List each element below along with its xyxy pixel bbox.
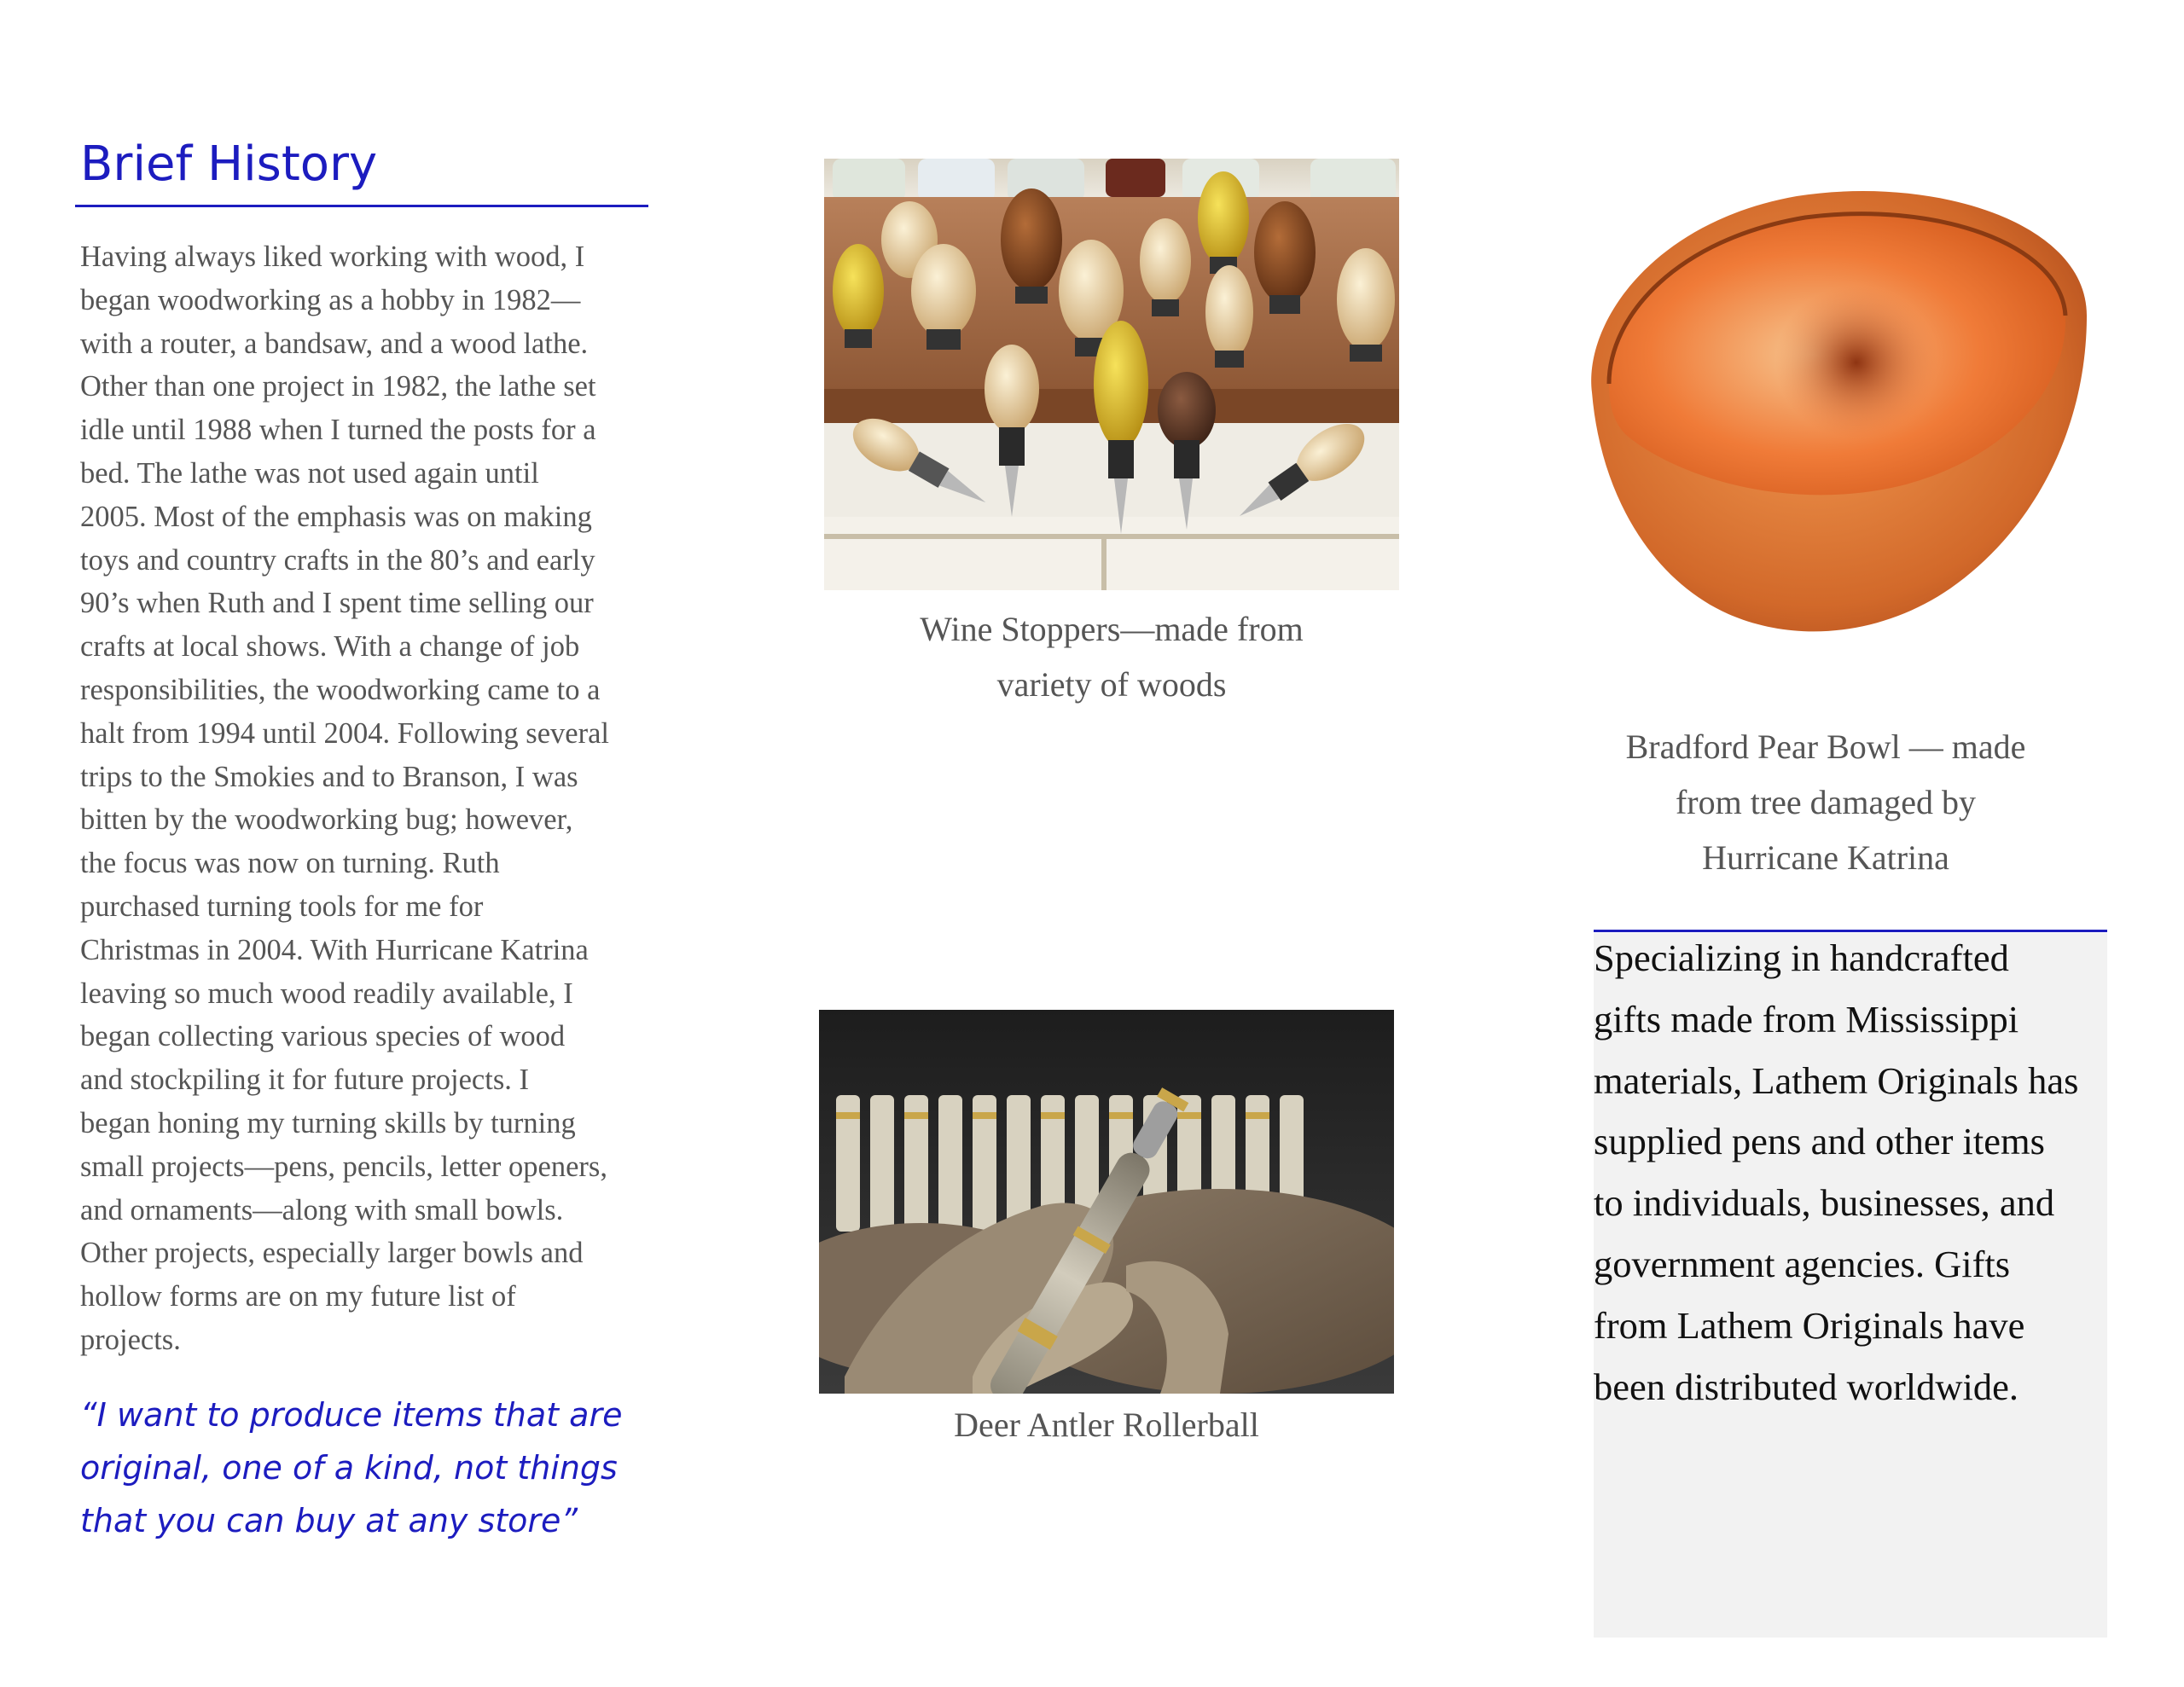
history-line: bed. The lathe was not used again until [80, 456, 539, 490]
wine-stoppers-photo [824, 159, 1399, 590]
history-line: trips to the Smokies and to Branson, I was [80, 760, 578, 793]
rollerball-caption [819, 1397, 1394, 1452]
history-line: the focus was now on turning. Ruth [80, 847, 500, 880]
history-line: Other than one project in 1982, the lathe set [80, 370, 596, 403]
pull-quote [80, 1388, 669, 1547]
history-line: Christmas in 2004. With Hurricane Katrina [80, 933, 589, 966]
wine-stoppers-caption [824, 601, 1399, 712]
history-line: toys and country crafts in the 80’s and early [80, 543, 595, 577]
history-line: bitten by the woodworking bug; however, [80, 803, 573, 837]
caption-line: Wine Stoppers—made from [920, 610, 1304, 648]
quote-line: that you can buy at any store” [80, 1502, 578, 1539]
history-line: small projects—pens, pencils, letter openers, [80, 1150, 607, 1183]
history-line: responsibilities, the woodworking came to a [80, 673, 601, 706]
specialty-line: from Lathem Originals have [1594, 1303, 2025, 1347]
history-paragraph [80, 235, 669, 1362]
history-line: Other projects, especially larger bowls and [80, 1237, 584, 1270]
quote-line: original, one of a kind, not things [80, 1449, 618, 1487]
history-line: purchased turning tools for me for [80, 890, 484, 923]
specialty-line: government agencies. Gifts [1594, 1242, 2011, 1285]
caption-line: Deer Antler Rollerball [954, 1406, 1259, 1444]
caption-line: from tree damaged by [1675, 783, 1977, 821]
history-line: 2005. Most of the emphasis was on making [80, 500, 592, 533]
history-line: idle until 1988 when I turned the posts for a [80, 414, 596, 447]
caption-line: Bradford Pear Bowl — made [1625, 728, 2026, 766]
quote-line: “I want to produce items that are [80, 1396, 623, 1434]
bowl-caption [1544, 719, 2107, 885]
specialty-line: supplied pens and other items [1594, 1120, 2045, 1163]
history-line: began collecting various species of wood [80, 1020, 566, 1053]
history-line: halt from 1994 until 2004. Following several [80, 716, 609, 750]
history-line: and ornaments—along with small bowls. [80, 1193, 564, 1226]
heading-underline [75, 205, 648, 207]
specialty-line: Specializing in handcrafted [1594, 936, 2009, 979]
history-line: hollow forms are on my future list of [80, 1280, 516, 1313]
history-line: crafts at local shows. With a change of job [80, 630, 580, 664]
history-line: projects. [80, 1323, 181, 1356]
history-line: began honing my turning skills by turning [80, 1106, 576, 1139]
history-line: 90’s when Ruth and I spent time selling our [80, 587, 594, 620]
specialty-line: gifts made from Mississippi [1594, 997, 2019, 1041]
deer-antler-rollerball-photo [819, 1010, 1394, 1394]
history-line: and stockpiling it for future projects. I [80, 1064, 529, 1097]
history-line: Having always liked working with wood, I [80, 241, 585, 273]
caption-line: variety of woods [996, 665, 1227, 704]
bradford-pear-bowl-photo [1575, 171, 2104, 682]
specialty-line: to individuals, businesses, and [1594, 1181, 2055, 1225]
specialty-line: been distributed worldwide. [1594, 1365, 2019, 1408]
caption-line: Hurricane Katrina [1702, 838, 1949, 877]
history-line: began woodworking as a hobby in 1982— [80, 283, 581, 316]
history-line: with a router, a bandsaw, and a wood lathe. [80, 327, 589, 360]
specialty-text [1594, 928, 2114, 1417]
history-heading: Brief History [80, 136, 378, 192]
history-line: leaving so much wood readily available, I [80, 977, 573, 1010]
specialty-line: materials, Lathem Originals has [1594, 1058, 2079, 1102]
